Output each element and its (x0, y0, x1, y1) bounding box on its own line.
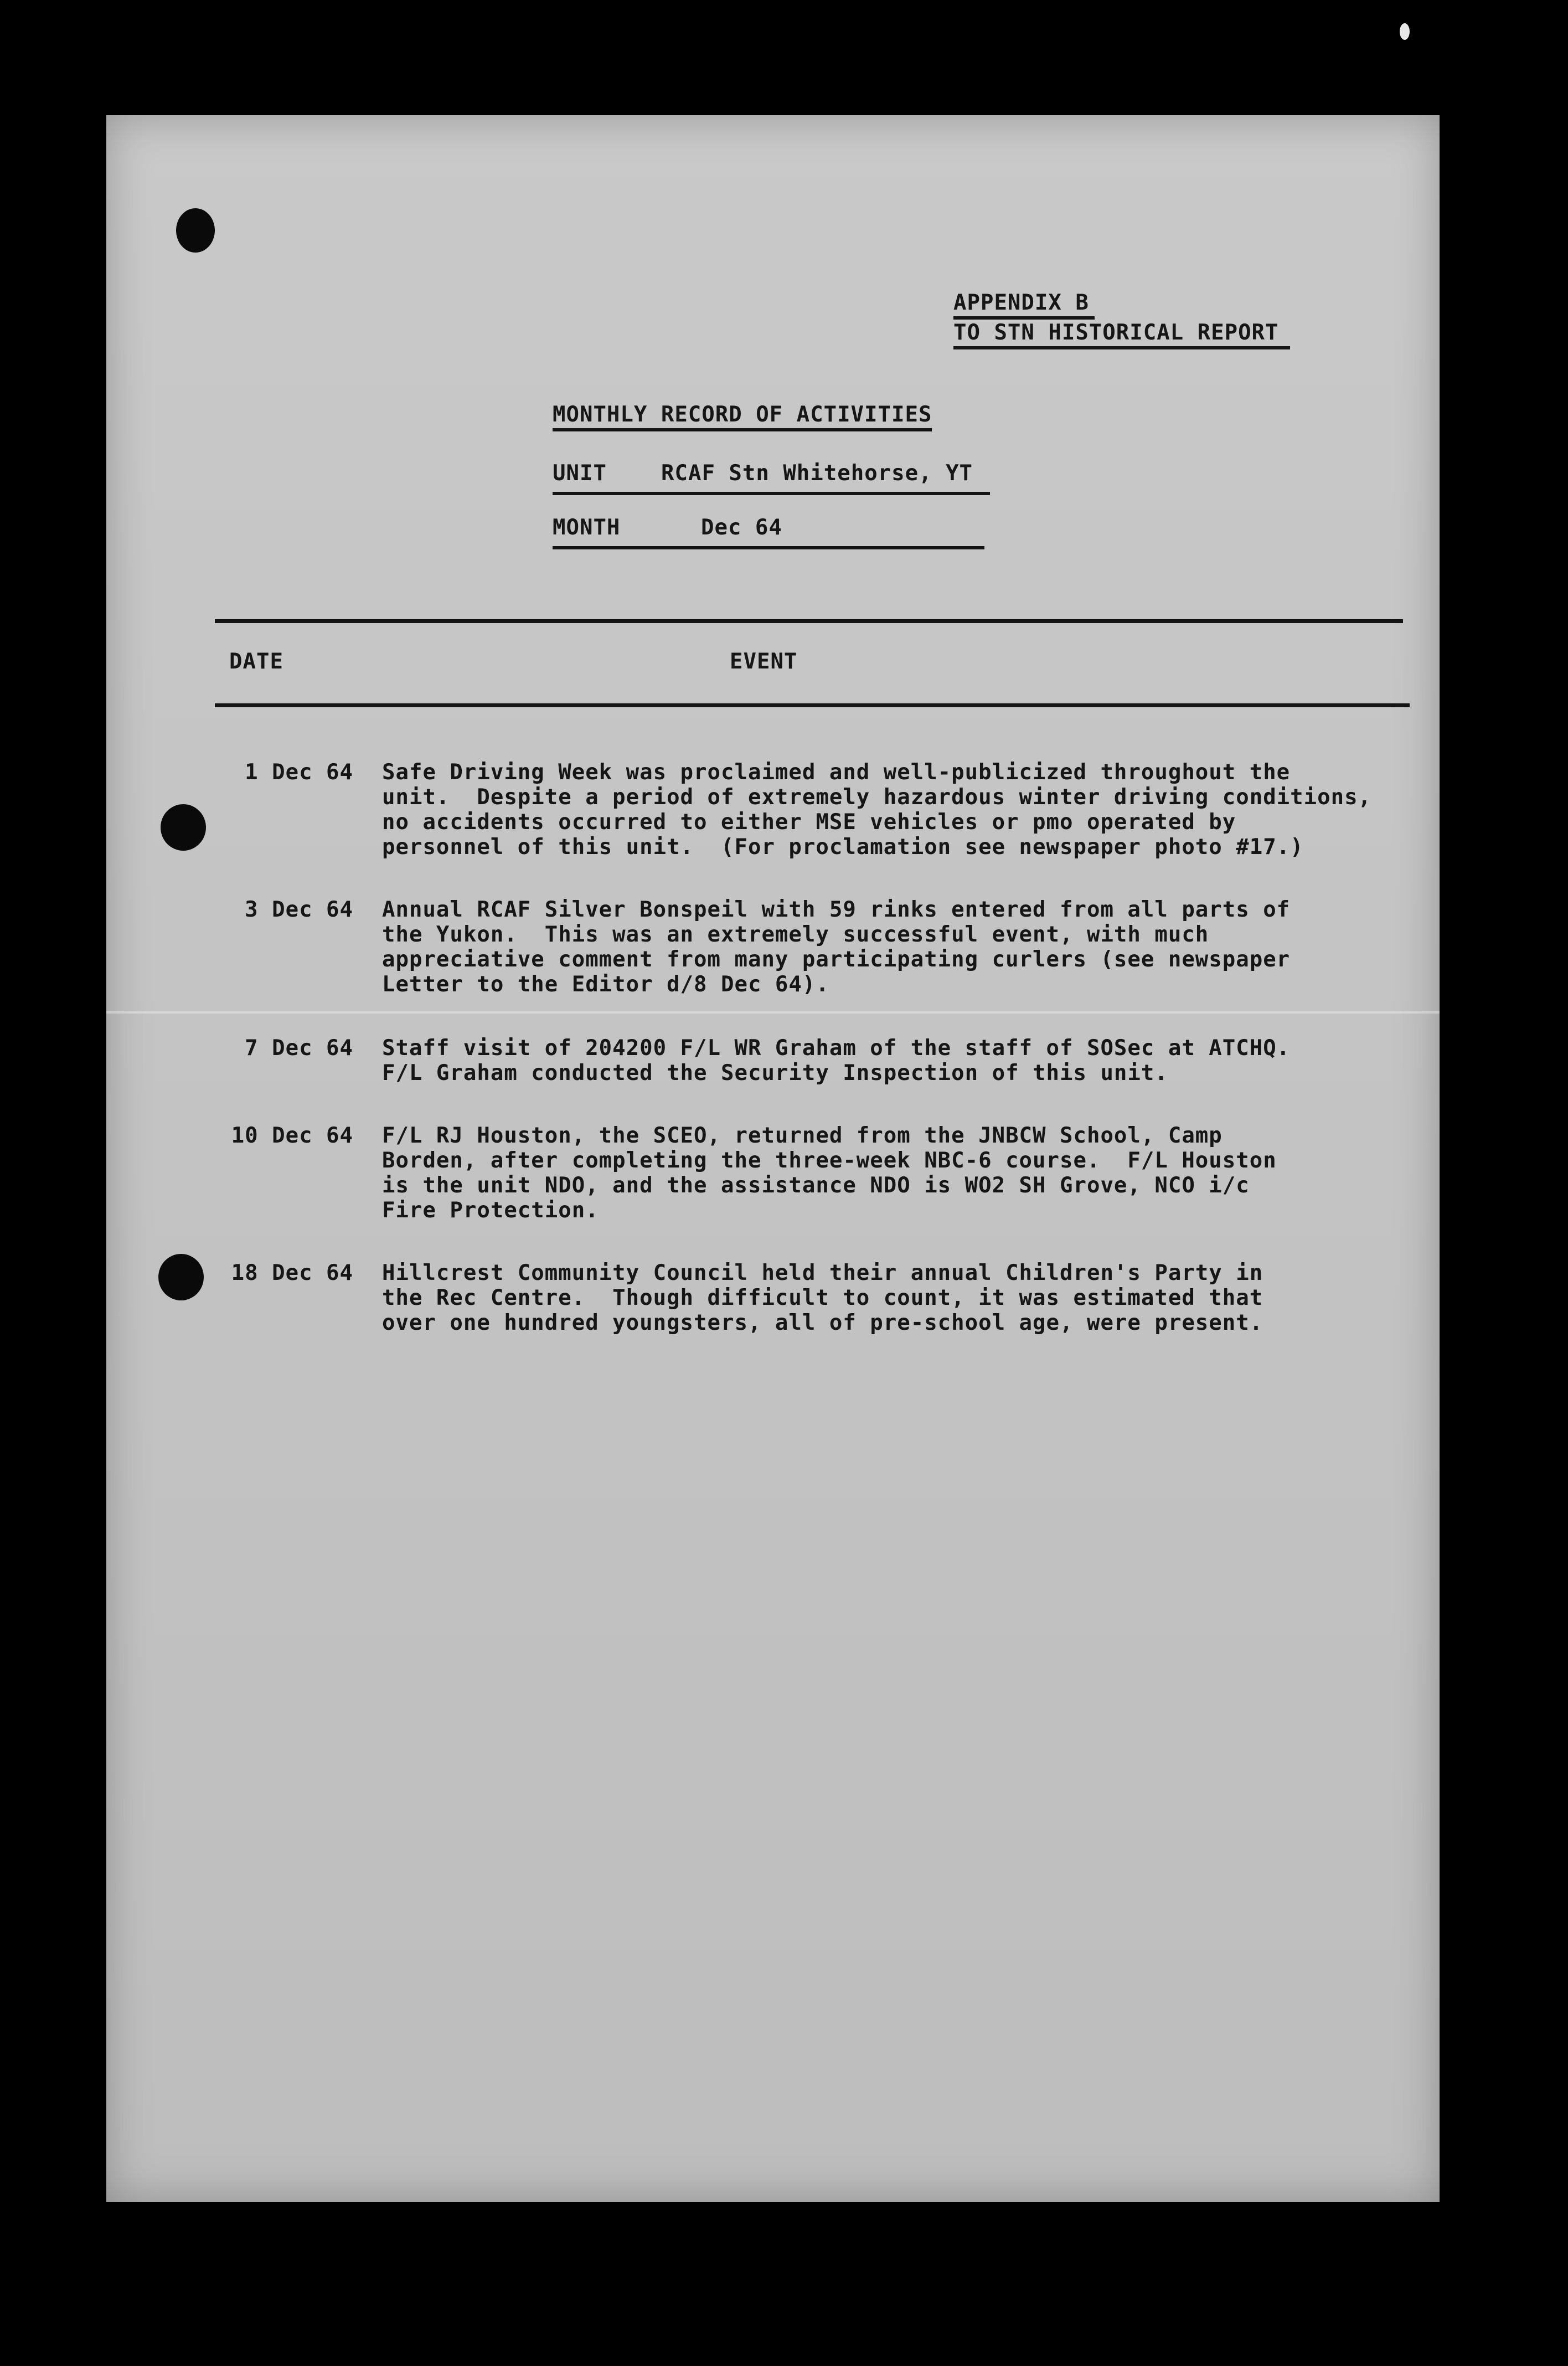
event-line: Letter to the Editor d/8 Dec 64). (382, 972, 829, 997)
event-line: is the unit NDO, and the assistance NDO is WO2 SH Grove, NCO i/c (382, 1173, 1250, 1198)
entry-event (382, 1123, 1412, 1223)
event-line: Annual RCAF Silver Bonspeil with 59 rinks entered from all parts of (382, 897, 1291, 922)
event-line: personnel of this unit. (For proclamation see newspaper photo #17.) (382, 835, 1304, 860)
month-row (553, 515, 984, 549)
unit-value: RCAF Stn Whitehorse, YT (661, 461, 973, 486)
month-label: MONTH (553, 515, 621, 540)
event-line: Fire Protection. (382, 1198, 599, 1223)
date-column-header: DATE (229, 649, 283, 674)
entry-date (209, 1036, 353, 1061)
event-line: the Rec Centre. Though difficult to count, it was estimated that (382, 1285, 1263, 1310)
appendix-label: APPENDIX B (953, 290, 1095, 320)
paper-fold-line (106, 1011, 1440, 1014)
entry-date-text: 18 Dec 64 (231, 1261, 353, 1285)
entry-date (209, 1123, 353, 1148)
event-line: Safe Driving Week was proclaimed and well-publicized throughout the (382, 760, 1291, 785)
entry-event (382, 897, 1412, 997)
film-speck (1400, 23, 1410, 40)
entry-date (209, 1261, 353, 1285)
event-line: F/L Graham conducted the Security Inspection of this unit. (382, 1061, 1168, 1086)
event-line: over one hundred youngsters, all of pre-school age, were present. (382, 1310, 1263, 1335)
event-line: Staff visit of 204200 F/L WR Graham of the staff of SOSec at ATCHQ. (382, 1036, 1291, 1061)
table-header-bottom-rule (215, 703, 1410, 707)
entry-date-text: 3 Dec 64 (245, 897, 353, 922)
entry-date (209, 760, 353, 785)
event-line: appreciative comment from many participating curlers (see newspaper (382, 947, 1291, 972)
punch-hole-middle (161, 804, 206, 851)
entry-event (382, 1261, 1412, 1335)
event-line: unit. Despite a period of extremely hazardous winter driving conditions, (382, 785, 1372, 810)
event-line: F/L RJ Houston, the SCEO, returned from the JNBCW School, Camp (382, 1123, 1223, 1148)
event-line: the Yukon. This was an extremely successful event, with much (382, 922, 1209, 947)
month-value: Dec 64 (701, 515, 782, 540)
unit-row (553, 461, 990, 495)
entry-date-text: 10 Dec 64 (231, 1123, 353, 1148)
entry-date (209, 897, 353, 922)
event-column-header: EVENT (730, 649, 798, 674)
entry-event (382, 1036, 1412, 1086)
event-line: no accidents occurred to either MSE vehicles or pmo operated by (382, 810, 1236, 835)
punch-hole-bottom (158, 1254, 204, 1300)
entry-date-text: 1 Dec 64 (245, 760, 353, 785)
page-title: MONTHLY RECORD OF ACTIVITIES (553, 402, 932, 431)
unit-label: UNIT (553, 461, 607, 486)
event-line: Borden, after completing the three-week NBC-6 course. F/L Houston (382, 1148, 1277, 1173)
report-label: TO STN HISTORICAL REPORT (953, 320, 1290, 349)
table-top-rule (215, 619, 1403, 623)
entry-date-text: 7 Dec 64 (245, 1036, 353, 1061)
entry-event (382, 760, 1412, 860)
punch-hole-top (176, 208, 215, 253)
event-line: Hillcrest Community Council held their annual Children's Party in (382, 1261, 1263, 1285)
